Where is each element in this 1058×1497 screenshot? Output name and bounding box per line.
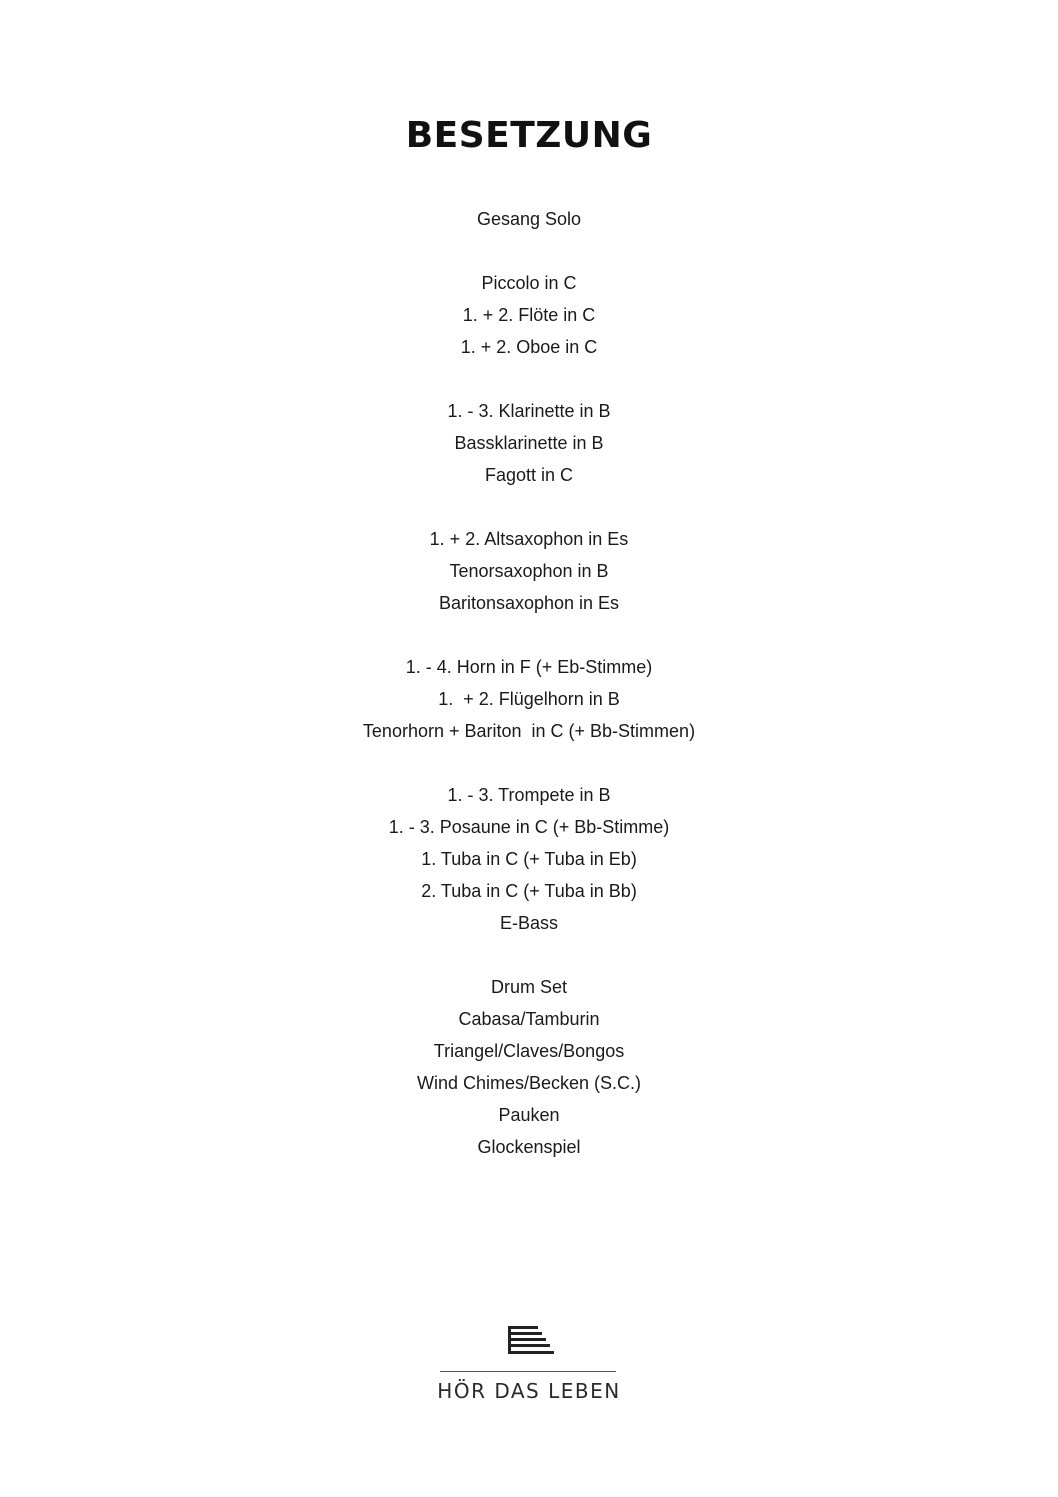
instrument-line: Fagott in C xyxy=(484,465,574,485)
instrument-line: Tenorsaxophon in B xyxy=(449,561,609,581)
instrument-line: Drum Set xyxy=(490,977,568,997)
instrument-line: Piccolo in C xyxy=(481,273,577,293)
section-clarinets-bassoon xyxy=(0,395,1058,491)
instrument-line: Cabasa/Tamburin xyxy=(458,1009,600,1029)
instrument-line: 1. - 3. Trompete in B xyxy=(447,785,611,805)
instrument-line: Gesang Solo xyxy=(476,209,582,229)
section-percussion xyxy=(0,971,1058,1163)
instrument-line: E-Bass xyxy=(499,913,559,933)
instrument-line: Wind Chimes/Becken (S.C.) xyxy=(416,1073,642,1093)
logo-divider xyxy=(440,1371,616,1372)
section-vocals xyxy=(0,203,1058,235)
instrument-line: Glockenspiel xyxy=(477,1137,581,1157)
instrument-line: 1. Tuba in C (+ Tuba in Eb) xyxy=(421,849,637,869)
instrument-line: 1. - 3. Posaune in C (+ Bb-Stimme) xyxy=(388,817,670,837)
instrument-line: 1. - 3. Klarinette in B xyxy=(447,401,611,421)
instrument-line: 1. + 2. Flöte in C xyxy=(462,305,596,325)
section-saxophones xyxy=(0,523,1058,619)
instrument-line: 1. + 2. Flügelhorn in B xyxy=(438,689,620,709)
section-horns xyxy=(0,651,1058,747)
page-title: BESETZUNG xyxy=(405,115,653,156)
instrument-line: Triangel/Claves/Bongos xyxy=(433,1041,625,1061)
section-flutes-oboes xyxy=(0,267,1058,363)
instrument-line: 1. - 4. Horn in F (+ Eb-Stimme) xyxy=(405,657,653,677)
instrument-line: 2. Tuba in C (+ Tuba in Bb) xyxy=(421,881,637,901)
instrument-line: Tenorhorn + Bariton in C (+ Bb-Stimmen) xyxy=(362,721,696,741)
logo-wordmark: HÖR DAS LEBEN xyxy=(437,1379,621,1403)
instrument-line: Bassklarinette in B xyxy=(454,433,604,453)
publisher-logo xyxy=(0,1322,1058,1412)
section-brass-bass xyxy=(0,779,1058,939)
instrument-roster xyxy=(0,203,1058,1195)
instrument-line: Pauken xyxy=(498,1105,560,1125)
instrument-line: Baritonsaxophon in Es xyxy=(438,593,620,613)
instrument-line: 1. + 2. Oboe in C xyxy=(460,337,598,357)
instrument-line: 1. + 2. Altsaxophon in Es xyxy=(429,529,629,549)
staff-lines-icon xyxy=(508,1326,554,1354)
